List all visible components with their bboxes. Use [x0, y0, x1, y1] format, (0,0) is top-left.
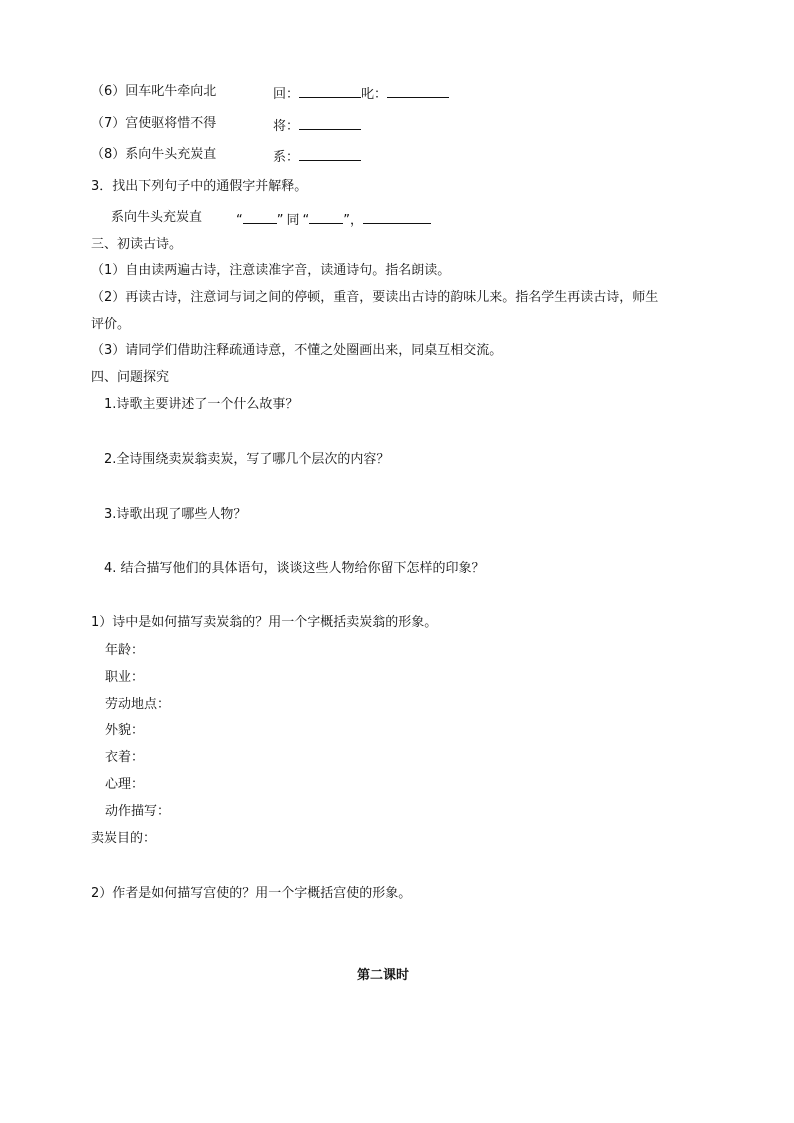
question-3-answer-row [236, 210, 431, 229]
inquiry-question-4: 4. 结合描写他们的具体语句，谈谈这些人物给你留下怎样的印象？ [104, 561, 485, 576]
section-3-paragraph-3: （3）请同学们借助注释疏通诗意，不懂之处圈画出来，同桌互相交流。 [91, 343, 503, 358]
field-clothing: 衣着： [105, 750, 145, 765]
question-3-sentence [111, 210, 202, 226]
section-4-heading: 四、问题探究 [91, 370, 170, 385]
vocab-item-6-answers [273, 84, 449, 103]
answer-blank-jiang[interactable] [299, 116, 361, 130]
vocab-item-8-answers [273, 147, 361, 166]
vocab-item-6-label: （6）回车叱牛牵向北 [91, 84, 217, 99]
question-3-title [91, 179, 307, 195]
inquiry-question-2: 2.全诗围绕卖炭翁卖炭，写了哪几个层次的内容？ [104, 452, 390, 467]
field-action: 动作描写： [105, 804, 171, 819]
close-quote-1: ” [276, 213, 284, 228]
field-work-place: 劳动地点： [105, 697, 171, 712]
open-quote-1: “ [236, 213, 243, 228]
vocab-item-8 [91, 147, 216, 163]
field-occupation: 职业： [105, 670, 145, 685]
question-3-title-text: 3．找出下列句子中的通假字并解释。 [91, 179, 308, 194]
sub-question-1: 1）诗中是如何描写卖炭翁的？用一个字概括卖炭翁的形象。 [91, 615, 438, 630]
sub-question-2: 2）作者是如何描写宫使的？用一个字概括宫使的形象。 [91, 886, 412, 901]
field-psychology: 心理： [105, 777, 145, 792]
section-3-paragraph-2-cont: 评价。 [91, 317, 131, 332]
inquiry-question-3: 3.诗歌出现了哪些人物？ [104, 507, 247, 522]
original-char-blank[interactable] [309, 210, 343, 224]
explanation-blank[interactable] [363, 210, 431, 224]
answer-key-hui: 回： [273, 87, 300, 102]
tongjia-sentence: 系向牛头充炭直 [111, 210, 203, 225]
section-3-paragraph-2: （2）再读古诗，注意词与词之间的停顿，重音，要读出古诗的韵味儿来。指名学生再读古诗，师生 [91, 290, 659, 305]
answer-key-jiang: 将： [273, 119, 300, 134]
tong-label: 同 [286, 213, 300, 228]
answer-blank-hui[interactable] [299, 84, 361, 98]
vocab-item-6 [91, 84, 216, 100]
inquiry-question-1: 1.诗歌主要讲述了一个什么故事？ [104, 397, 299, 412]
vocab-item-7-label: （7）宫使驱将惜不得 [91, 116, 217, 131]
answer-blank-chi[interactable] [387, 84, 449, 98]
answer-key-xi: 系： [273, 150, 300, 165]
vocab-item-8-label: （8）系向牛头充炭直 [91, 147, 217, 162]
field-selling-purpose: 卖炭目的： [91, 831, 157, 846]
vocab-item-7-answers [273, 116, 361, 135]
section-3-paragraph-1: （1）自由读两遍古诗，注意读准字音，读通诗句。指名朗读。 [91, 263, 451, 278]
vocab-item-7 [91, 116, 216, 132]
close-quote-2: ”， [343, 213, 364, 228]
field-age: 年龄： [105, 643, 145, 658]
answer-key-chi: 叱： [361, 87, 388, 102]
answer-blank-xi[interactable] [299, 147, 361, 161]
lesson-title: 第二课时 [357, 968, 410, 983]
open-quote-2: “ [302, 213, 310, 228]
section-3-heading: 三、初读古诗。 [91, 237, 183, 252]
tongjia-char-blank[interactable] [243, 210, 277, 224]
field-appearance: 外貌： [105, 723, 145, 738]
